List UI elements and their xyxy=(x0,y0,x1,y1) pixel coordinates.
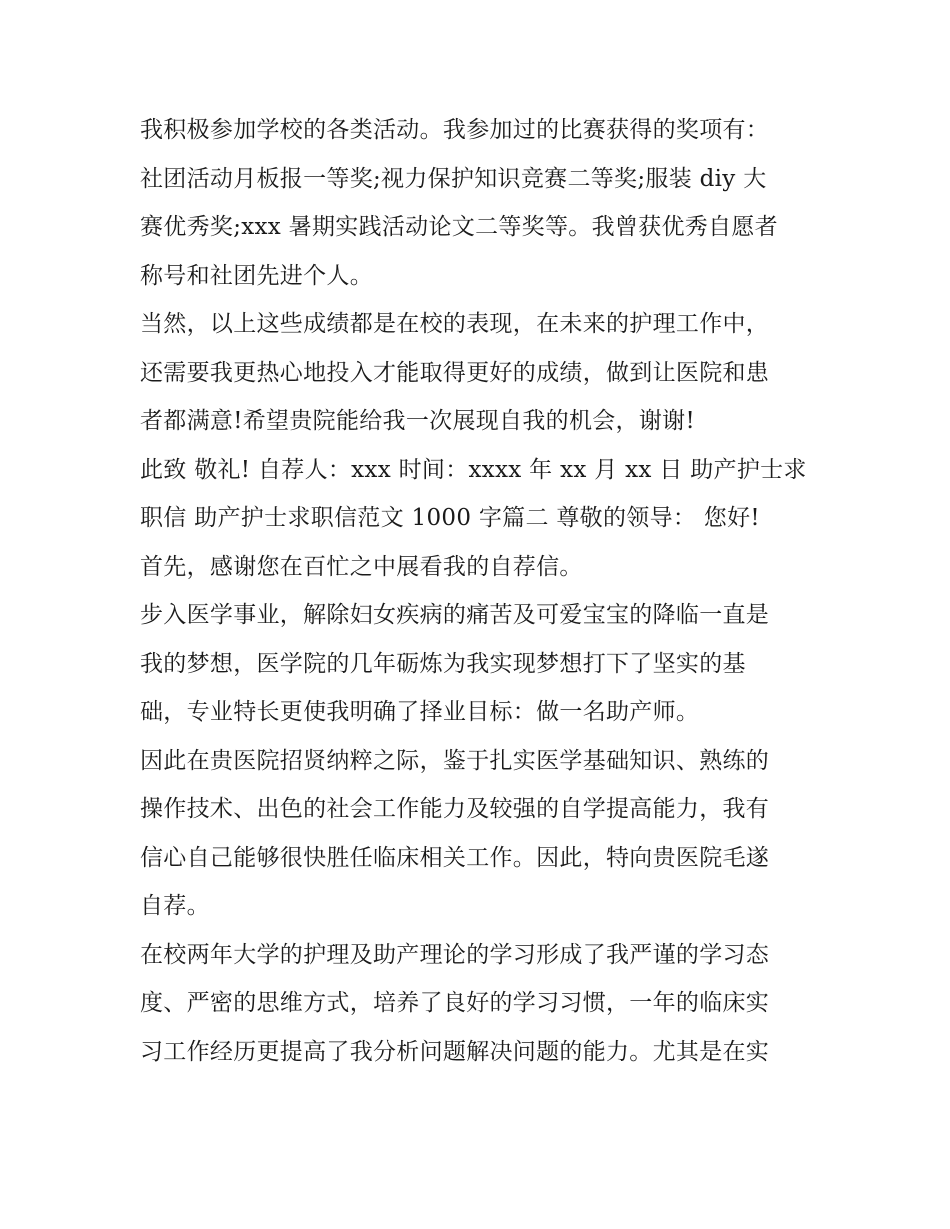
text-line: 赛优秀奖;xxx 暑期实践活动论文二等奖等。我曾获优秀自愿者 xyxy=(140,214,778,240)
text-line: 在校两年大学的护理及助产理论的学习形成了我严谨的学习态 xyxy=(140,941,770,968)
text-line: 此致 敬礼! 自荐人：xxx 时间：xxxx 年 xx 月 xx 日 助产护士求 xyxy=(140,456,807,483)
text-line: 职信 助产护士求职信范文 1000 字篇二 尊敬的领导： 您好! xyxy=(140,505,760,531)
text-line: 当然，以上这些成绩都是在校的表现，在未来的护理工作中， xyxy=(140,311,770,337)
text-line: 础，专业特长更使我明确了择业目标：做一名助产师。 xyxy=(140,699,700,725)
text-line: 因此在贵医院招贤纳粹之际，鉴于扎实医学基础知识、熟练的 xyxy=(140,747,770,774)
text-line: 操作技术、出色的社会工作能力及较强的自学提高能力，我有 xyxy=(140,796,770,822)
paragraph-thanks xyxy=(140,543,820,592)
paragraph-self-recommendation xyxy=(140,737,820,931)
paragraph-activities-awards xyxy=(140,106,820,300)
text-line: 自荐。 xyxy=(140,893,210,919)
text-line: 首先，感谢您在百忙之中展看我的自荐信。 xyxy=(140,553,583,580)
paragraph-dream xyxy=(140,591,820,737)
text-line: 还需要我更热心地投入才能取得更好的成绩，做到让医院和患 xyxy=(140,359,770,386)
text-line: 信心自己能够很快胜任临床相关工作。因此，特向贵医院毛遂 xyxy=(140,844,770,871)
text-line: 习工作经历更提高了我分析问题解决问题的能力。尤其是在实 xyxy=(140,1038,770,1065)
text-line: 称号和社团先进个人。 xyxy=(140,262,373,289)
paragraph-future-work xyxy=(140,300,820,446)
text-line: 度、严密的思维方式，培养了良好的学习习惯，一年的临床实 xyxy=(140,990,770,1016)
paragraph-studies xyxy=(140,931,820,1077)
text-line: 步入医学事业，解除妇女疾病的痛苦及可爱宝宝的降临一直是 xyxy=(140,602,770,628)
text-line: 者都满意!希望贵院能给我一次展现自我的机会，谢谢! xyxy=(140,408,695,434)
paragraph-closing-and-heading xyxy=(140,446,820,543)
text-line: 我积极参加学校的各类活动。我参加过的比赛获得的奖项有： xyxy=(140,117,770,143)
document-body xyxy=(140,106,820,1076)
text-line: 社团活动月板报一等奖;视力保护知识竞赛二等奖;服装 diy 大 xyxy=(140,165,767,192)
text-line: 我的梦想，医学院的几年砺炼为我实现梦想打下了坚实的基 xyxy=(140,650,746,677)
